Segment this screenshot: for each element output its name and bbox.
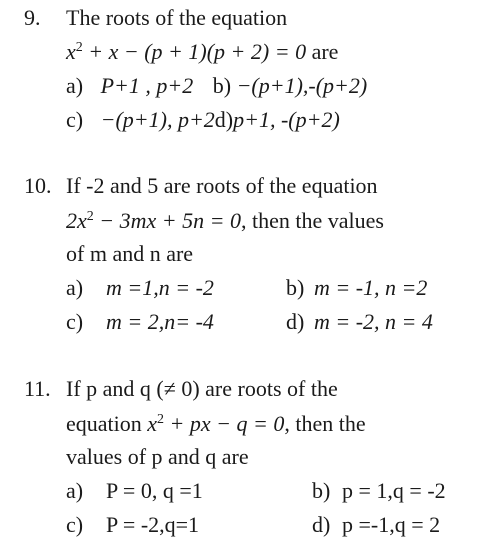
equation-exponent: 2 <box>75 40 83 55</box>
question-text: equation <box>66 411 148 436</box>
equation-line <box>66 207 384 235</box>
equation-body: + x − (p + 1)(p + 2) = 0 <box>82 39 312 64</box>
option-row <box>66 511 466 539</box>
option-c-label[interactable]: c) <box>66 512 84 537</box>
option-d-label[interactable]: d) <box>286 309 305 334</box>
option-c-label[interactable]: c) <box>66 309 84 334</box>
option-d-text: m = -2, n = 4 <box>314 309 433 334</box>
option-b-label[interactable]: b) <box>286 275 305 300</box>
option-d-label[interactable]: d) <box>312 512 331 537</box>
option-a-text: m =1,n = -2 <box>106 275 214 300</box>
equation-exponent: 2 <box>86 209 94 224</box>
equation-line <box>66 410 366 438</box>
equation-exponent: 2 <box>157 412 165 427</box>
option-a-text: P+1 , p+2 <box>100 73 194 98</box>
equation-body: − 3mx + 5n = 0 <box>93 208 241 233</box>
equation-tail: , then the values <box>240 208 384 233</box>
option-a-label[interactable]: a) <box>66 478 84 503</box>
option-a-text: P = 0, q =1 <box>106 478 203 503</box>
option-b-text: −(p+1),-(p+2) <box>236 73 368 98</box>
question-text: If p and q (≠ 0) are roots of the <box>66 376 338 401</box>
equation-tail: are <box>311 39 339 64</box>
option-c-text: P = -2,q=1 <box>106 512 200 537</box>
question-number: 9. <box>24 5 41 30</box>
question-text: values of p and q are <box>66 444 249 469</box>
question-text: The roots of the equation <box>66 5 288 30</box>
question-text: of m and n are <box>66 241 194 266</box>
equation-body: + px − q = 0 <box>164 411 285 436</box>
equation-tail: , then the <box>284 411 366 436</box>
option-a-label[interactable]: a) <box>66 275 84 300</box>
question-number: 10. <box>24 173 52 198</box>
option-c-text: m = 2,n= -4 <box>106 309 214 334</box>
option-c-text: −(p+1), p+2 <box>100 107 215 132</box>
option-row <box>66 308 466 336</box>
option-a-label[interactable]: a) <box>66 73 84 98</box>
option-b-label[interactable]: b) <box>212 73 232 98</box>
equation-variable: x <box>147 411 158 436</box>
option-row <box>66 106 340 134</box>
option-row <box>66 477 466 505</box>
option-d-text: p =-1,q = 2 <box>342 512 441 537</box>
option-row <box>66 72 367 100</box>
equation-variable: x <box>66 39 76 64</box>
option-d-text: p+1, -(p+2) <box>233 107 340 132</box>
question-number: 11. <box>24 376 51 401</box>
option-b-text: p = 1,q = -2 <box>342 478 446 503</box>
option-d-label[interactable]: d) <box>214 107 234 132</box>
option-row <box>66 274 466 302</box>
option-b-label[interactable]: b) <box>312 478 331 503</box>
equation-lead: 2x <box>66 208 87 233</box>
question-text: If -2 and 5 are roots of the equation <box>66 173 378 198</box>
equation-line <box>66 38 338 66</box>
option-c-label[interactable]: c) <box>66 107 84 132</box>
option-b-text: m = -1, n =2 <box>314 275 428 300</box>
